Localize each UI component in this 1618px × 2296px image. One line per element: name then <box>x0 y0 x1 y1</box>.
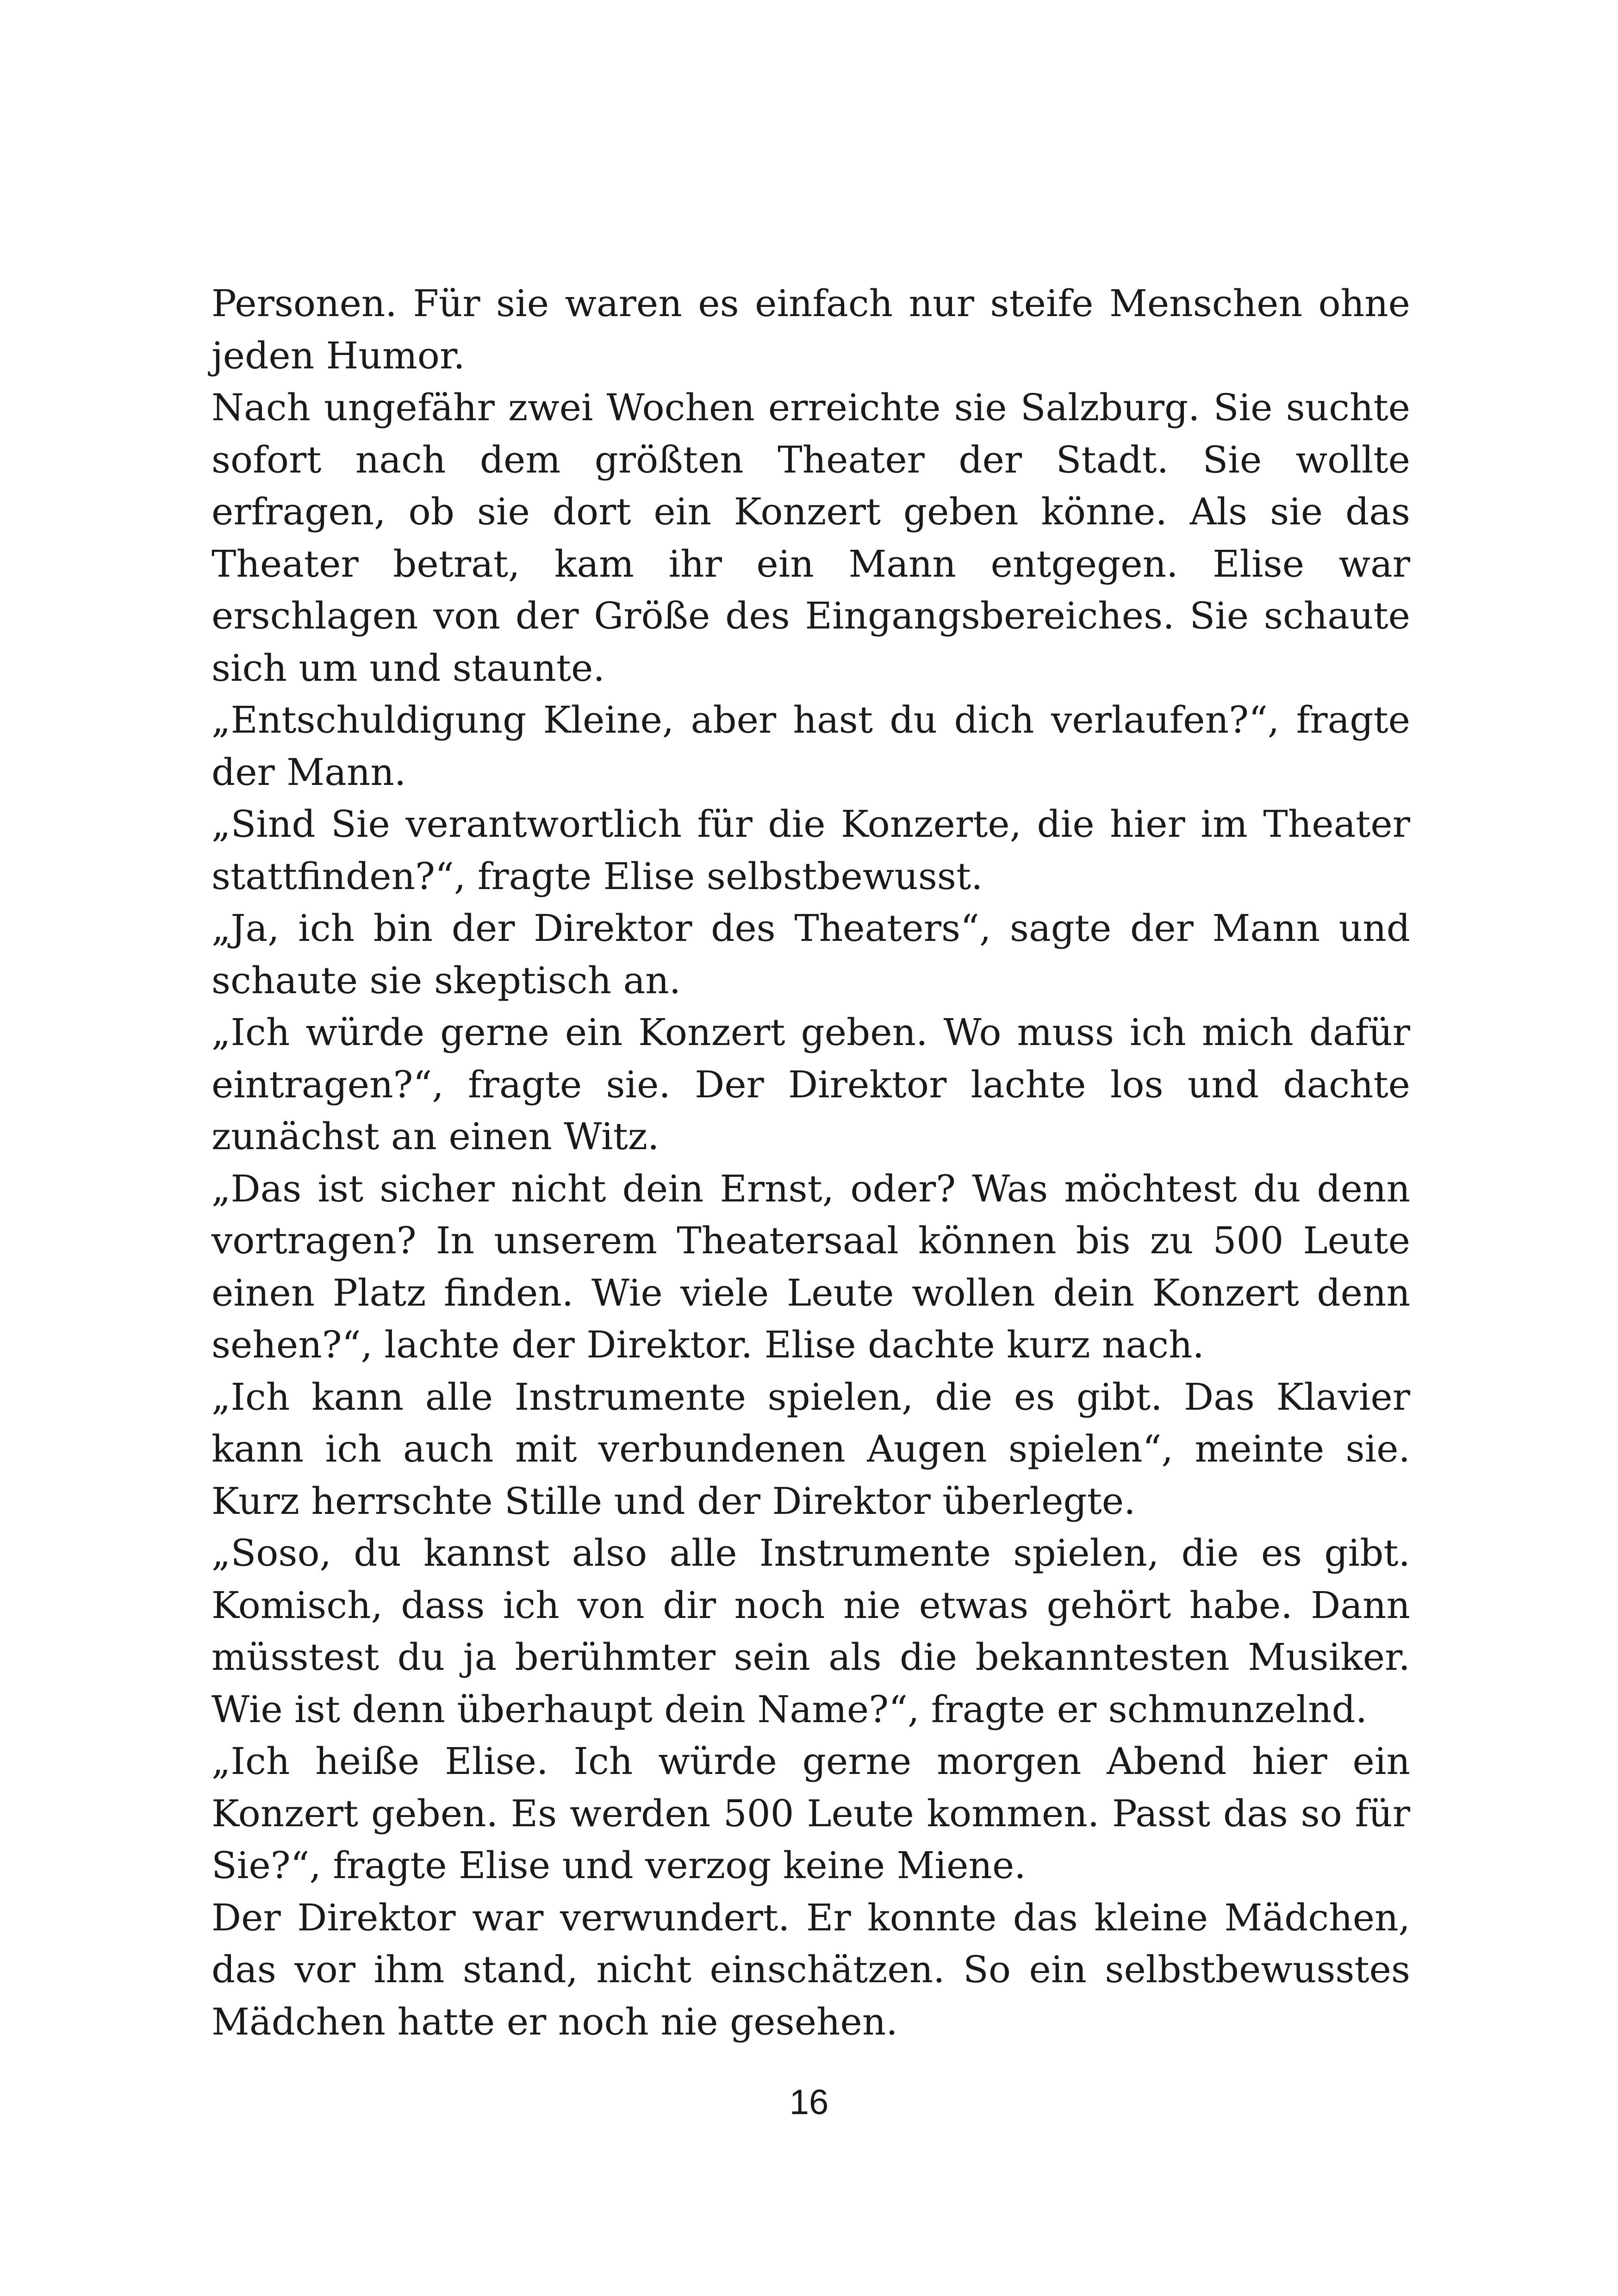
paragraph: Nach ungefähr zwei Wochen erreichte sie Salzburg. Sie suchte sofort nach dem größten Theater der Stadt. Sie wollte erfragen, ob sie dort ein Konzert geben könne. Als sie das Theater betrat, kam ihr ein Mann entgegen. Elise war erschlagen von der Größe des Eingangsbereiches. Sie schaute sich um und staunte. <box>212 386 1410 690</box>
paragraph: „Ich heiße Elise. Ich würde gerne morgen Abend hier ein Konzert geben. Es werden 500 Leute kommen. Passt das so für Sie?“, fragte Elise und verzog keine Miene. <box>212 1740 1410 1887</box>
paragraph: „Sind Sie verantwortlich für die Konzerte, die hier im Theater stattfinden?“, fragte Elise selbstbewusst. <box>212 803 1410 898</box>
paragraph: Personen. Für sie waren es einfach nur steife Menschen ohne jeden Humor. <box>212 282 1410 377</box>
paragraph: „Ich kann alle Instrumente spielen, die es gibt. Das Klavier kann ich auch mit verbundenen Augen spielen“, meinte sie. Kurz herrschte Stille und der Direktor überlegte. <box>212 1375 1410 1523</box>
paragraph: „Soso, du kannst also alle Instrumente spielen, die es gibt. Komisch, dass ich von dir noch nie etwas gehört habe. Dann müsstest du ja berühmter sein als die bekanntesten Musiker. Wie ist denn überhaupt dein Name?“, fragte er schmunzelnd. <box>212 1531 1410 1731</box>
paragraph: Der Direktor war verwundert. Er konnte das kleine Mädchen, das vor ihm stand, nicht einschätzen. So ein selbstbewusstes Mädchen hatte er noch nie gesehen. <box>212 1896 1410 2043</box>
paragraph: „Ich würde gerne ein Konzert geben. Wo muss ich mich dafür eintragen?“, fragte sie. Der Direktor lachte los und dachte zunächst an einen Witz. <box>212 1011 1410 1158</box>
paragraph: „Entschuldigung Kleine, aber hast du dich verlaufen?“, fragte der Mann. <box>212 698 1410 794</box>
page-number: 16 <box>789 2083 829 2122</box>
paragraph: „Das ist sicher nicht dein Ernst, oder? Was möchtest du denn vortragen? In unserem Theatersaal können bis zu 500 Leute einen Platz finden. Wie viele Leute wollen dein Konzert denn sehen?“, lachte der Direktor. Elise dachte kurz nach. <box>212 1167 1410 1366</box>
body-text <box>212 278 1410 2048</box>
paragraph: „Ja, ich bin der Direktor des Theaters“, sagte der Mann und schaute sie skeptisch an. <box>212 907 1410 1002</box>
